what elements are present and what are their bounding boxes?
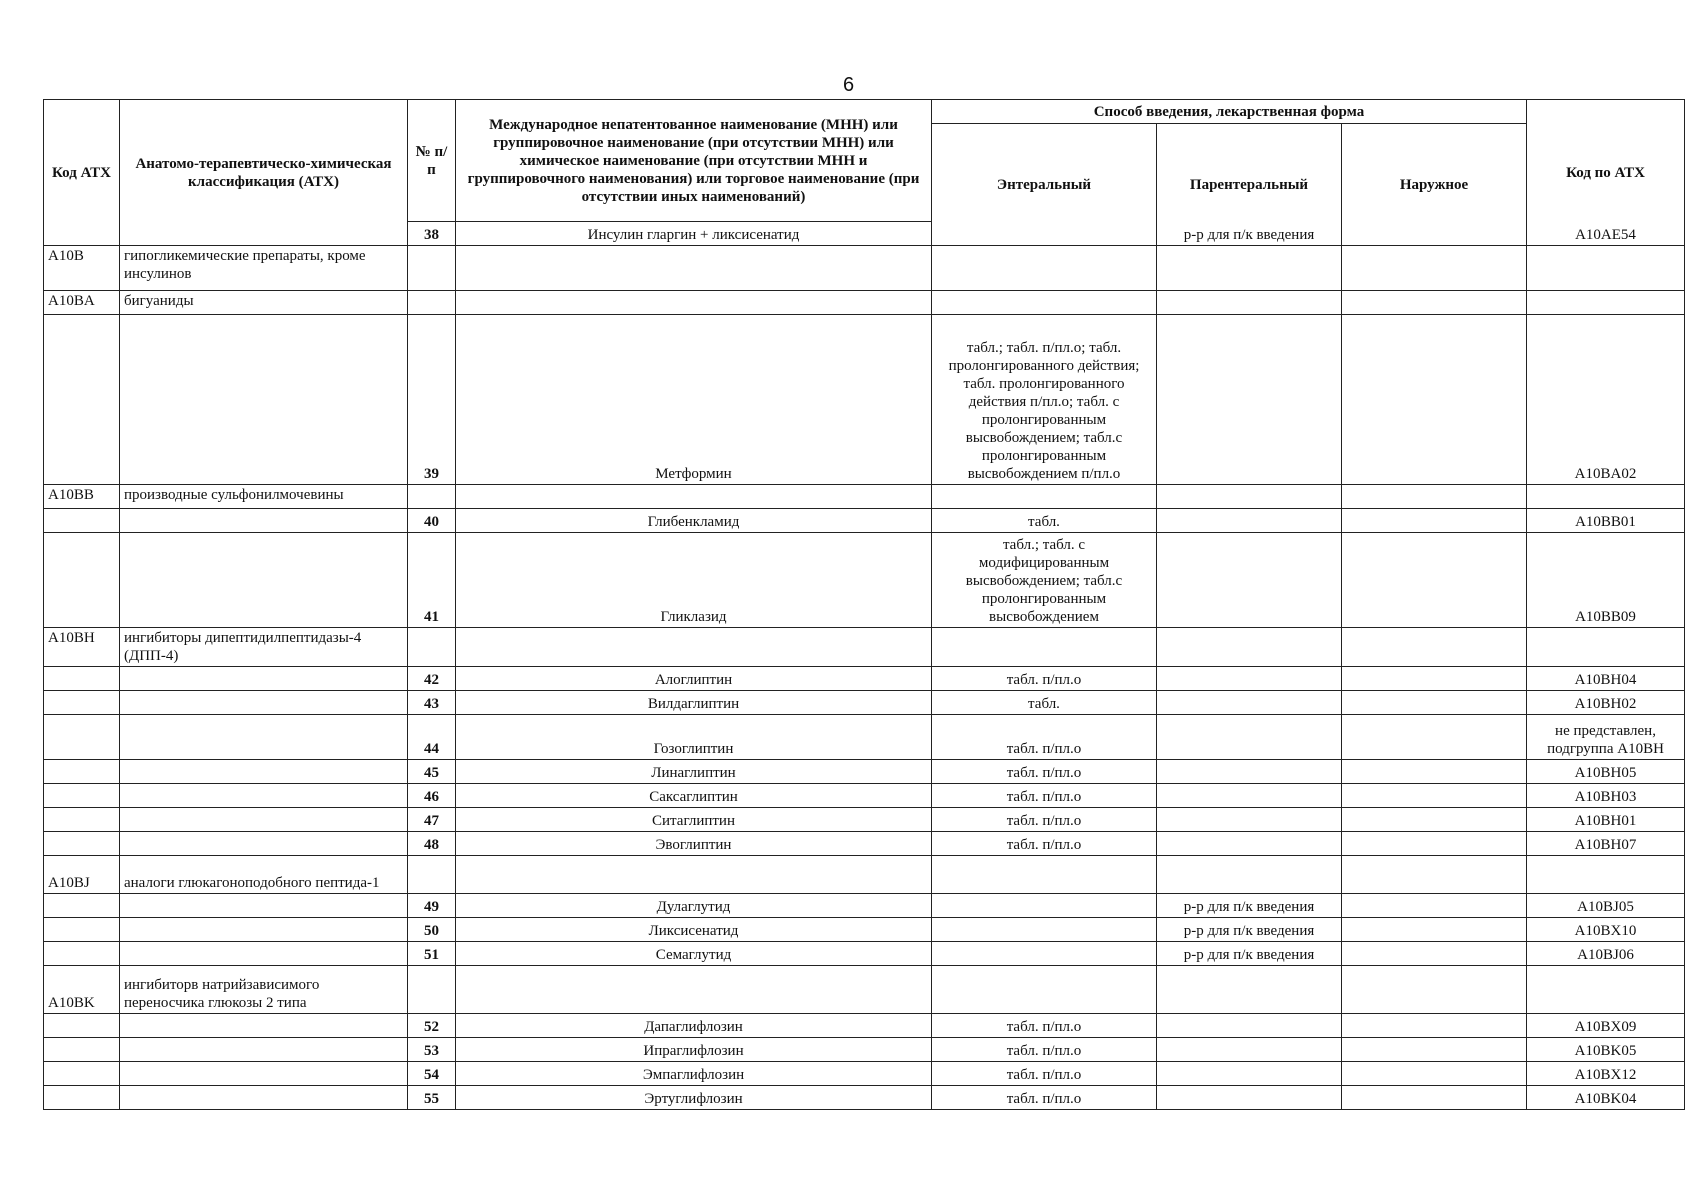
row-parenteral (1157, 784, 1342, 808)
row-num: 39 (408, 315, 456, 485)
row-num: 43 (408, 691, 456, 715)
row-classification (120, 1062, 408, 1086)
table-row (44, 533, 1685, 628)
row-parenteral (1157, 667, 1342, 691)
row-parenteral (1157, 1086, 1342, 1110)
row-parenteral (1157, 291, 1342, 315)
row-code (44, 942, 120, 966)
table-row (44, 315, 1685, 485)
row-code: A10BJ (44, 856, 120, 894)
row-classification: производные сульфонилмочевины (120, 485, 408, 509)
row-code (44, 918, 120, 942)
row-num (408, 485, 456, 509)
row-num (408, 966, 456, 1014)
table-row (44, 1062, 1685, 1086)
row-name: Алоглиптин (456, 667, 932, 691)
row-external (1342, 832, 1527, 856)
row-parenteral (1157, 485, 1342, 509)
table-row (44, 808, 1685, 832)
row-classification (120, 667, 408, 691)
row-atc-code: A10BA02 (1527, 315, 1685, 485)
row-external (1342, 1014, 1527, 1038)
row-external (1342, 291, 1527, 315)
header-route-group: Способ введения, лекарственная форма (932, 100, 1527, 124)
row-enteral: табл. п/пл.о (932, 784, 1157, 808)
row-atc-code (1527, 856, 1685, 894)
row-external (1342, 966, 1527, 1014)
row-classification (120, 808, 408, 832)
row-name: Ипраглифлозин (456, 1038, 932, 1062)
row-name: Ситаглиптин (456, 808, 932, 832)
row-parenteral: р-р для п/к введения (1157, 894, 1342, 918)
row-name (456, 628, 932, 667)
row-enteral: табл. п/пл.о (932, 808, 1157, 832)
table-row (44, 667, 1685, 691)
row-enteral: табл. п/пл.о (932, 760, 1157, 784)
row-external (1342, 533, 1527, 628)
row-atc-code: A10BH03 (1527, 784, 1685, 808)
row-external (1342, 784, 1527, 808)
row-external (1342, 856, 1527, 894)
row-name: Саксаглиптин (456, 784, 932, 808)
row-enteral (932, 918, 1157, 942)
row-num: 49 (408, 894, 456, 918)
row-code (44, 760, 120, 784)
table-row (44, 918, 1685, 942)
row-classification (120, 918, 408, 942)
row-parenteral (1157, 315, 1342, 485)
row-parenteral (1157, 246, 1342, 291)
row-name (456, 485, 932, 509)
row-atc-code: A10BK05 (1527, 1038, 1685, 1062)
row-enteral: табл.; табл. с модифицированным высвобождением; табл.с пролонгированным высвобождением (932, 533, 1157, 628)
table-row (44, 291, 1685, 315)
table-row (44, 1038, 1685, 1062)
row-num: 44 (408, 715, 456, 760)
header-code-atx: Код АТХ (44, 100, 120, 246)
row-classification (120, 315, 408, 485)
row-classification (120, 1086, 408, 1110)
row-atc-code: A10BX10 (1527, 918, 1685, 942)
row-num (408, 856, 456, 894)
row-code (44, 533, 120, 628)
row-parenteral (1157, 760, 1342, 784)
row-name: Вилдаглиптин (456, 691, 932, 715)
row-name: Инсулин гларгин + ликсисенатид (456, 222, 932, 246)
row-parenteral (1157, 1014, 1342, 1038)
row-external (1342, 667, 1527, 691)
row-enteral: табл. п/пл.о (932, 832, 1157, 856)
row-parenteral (1157, 832, 1342, 856)
page-number: 6 (842, 74, 855, 96)
row-parenteral: р-р для п/к введения (1157, 918, 1342, 942)
row-enteral (932, 856, 1157, 894)
row-parenteral (1157, 1038, 1342, 1062)
row-enteral: табл. п/пл.о (932, 1086, 1157, 1110)
row-classification (120, 832, 408, 856)
row-name: Гозоглиптин (456, 715, 932, 760)
row-parenteral (1157, 533, 1342, 628)
row-external (1342, 942, 1527, 966)
row-38-atc-code: A10AE54 (1575, 226, 1636, 243)
table-row (44, 942, 1685, 966)
row-atc-code: A10BH01 (1527, 808, 1685, 832)
row-num: 54 (408, 1062, 456, 1086)
table-row (44, 691, 1685, 715)
row-num: 55 (408, 1086, 456, 1110)
row-enteral (932, 942, 1157, 966)
row-enteral (932, 246, 1157, 291)
row-classification: бигуаниды (120, 291, 408, 315)
row-name: Дапаглифлозин (456, 1014, 932, 1038)
header-external: Наружное (1342, 124, 1527, 246)
row-38-parenteral: р-р для п/к введения (1183, 226, 1315, 243)
row-atc-code: A10BH04 (1527, 667, 1685, 691)
row-external (1342, 1062, 1527, 1086)
row-external (1342, 315, 1527, 485)
row-parenteral (1157, 628, 1342, 667)
row-code: A10BK (44, 966, 120, 1014)
row-code (44, 832, 120, 856)
row-external (1342, 808, 1527, 832)
table-row (44, 1086, 1685, 1110)
row-code (44, 315, 120, 485)
row-classification (120, 533, 408, 628)
row-num: 51 (408, 942, 456, 966)
row-enteral: табл. п/пл.о (932, 667, 1157, 691)
row-name: Глибенкламид (456, 509, 932, 533)
row-external (1342, 894, 1527, 918)
row-external (1342, 509, 1527, 533)
row-enteral: табл.; табл. п/пл.о; табл. пролонгированного действия; табл. пролонгированного действия п/пл.о; табл. с пролонгированным высвобождением; табл.с пролонгированным высвобождением п/пл.о (932, 315, 1157, 485)
row-atc-code: A10BH02 (1527, 691, 1685, 715)
row-atc-code: A10BB01 (1527, 509, 1685, 533)
table-row (44, 966, 1685, 1014)
row-parenteral (1157, 856, 1342, 894)
row-num (408, 291, 456, 315)
row-external (1342, 918, 1527, 942)
row-num: 47 (408, 808, 456, 832)
row-name (456, 856, 932, 894)
row-num: 45 (408, 760, 456, 784)
row-code: A10BH (44, 628, 120, 667)
table-row (44, 485, 1685, 509)
row-classification (120, 715, 408, 760)
row-atc-code (1527, 628, 1685, 667)
row-external (1342, 715, 1527, 760)
row-external (1342, 485, 1527, 509)
table-row (44, 715, 1685, 760)
row-enteral (932, 894, 1157, 918)
row-enteral: табл. п/пл.о (932, 1038, 1157, 1062)
row-atc-code: A10BH05 (1527, 760, 1685, 784)
table-row (44, 894, 1685, 918)
row-external (1342, 1038, 1527, 1062)
row-num: 48 (408, 832, 456, 856)
row-classification (120, 894, 408, 918)
row-code (44, 1062, 120, 1086)
row-name: Ликсисенатид (456, 918, 932, 942)
row-parenteral (1157, 966, 1342, 1014)
row-enteral: табл. (932, 509, 1157, 533)
row-parenteral (1157, 509, 1342, 533)
row-classification: аналоги глюкагоноподобного пептида-1 (120, 856, 408, 894)
header-enteral: Энтеральный (932, 124, 1157, 246)
row-external (1342, 246, 1527, 291)
row-code: A10BB (44, 485, 120, 509)
row-enteral: табл. п/пл.о (932, 715, 1157, 760)
row-classification (120, 760, 408, 784)
row-parenteral (1157, 808, 1342, 832)
row-num: 46 (408, 784, 456, 808)
row-code (44, 667, 120, 691)
header-atc-code: Код по АТХ (1527, 100, 1685, 246)
row-enteral (932, 485, 1157, 509)
row-classification (120, 1038, 408, 1062)
row-code (44, 691, 120, 715)
row-code (44, 894, 120, 918)
row-name (456, 246, 932, 291)
row-classification: ингибиторв натрийзависимого переносчика глюкозы 2 типа (120, 966, 408, 1014)
row-atc-code: A10BX09 (1527, 1014, 1685, 1038)
row-code (44, 808, 120, 832)
header-num: № п/п (408, 100, 456, 222)
row-parenteral (1157, 715, 1342, 760)
table-row (44, 628, 1685, 667)
row-code (44, 1014, 120, 1038)
row-atc-code (1527, 246, 1685, 291)
row-name: Линаглиптин (456, 760, 932, 784)
row-classification: ингибиторы дипептидилпептидазы-4 (ДПП-4) (120, 628, 408, 667)
header-parenteral: Парентеральный (1157, 124, 1342, 246)
row-external (1342, 691, 1527, 715)
row-num: 52 (408, 1014, 456, 1038)
row-code: A10B (44, 246, 120, 291)
row-num (408, 628, 456, 667)
row-classification: гипогликемические препараты, кроме инсулинов (120, 246, 408, 291)
row-atc-code: не представлен, подгруппа A10BH (1527, 715, 1685, 760)
table-row (44, 509, 1685, 533)
row-name: Эмпаглифлозин (456, 1062, 932, 1086)
row-code (44, 715, 120, 760)
row-atc-code: A10BH07 (1527, 832, 1685, 856)
row-atc-code: A10BK04 (1527, 1086, 1685, 1110)
table-row (44, 760, 1685, 784)
row-enteral: табл. (932, 691, 1157, 715)
row-classification (120, 942, 408, 966)
row-atc-code: A10BB09 (1527, 533, 1685, 628)
row-code (44, 509, 120, 533)
row-name: Гликлазид (456, 533, 932, 628)
row-name: Семаглутид (456, 942, 932, 966)
row-enteral: табл. п/пл.о (932, 1062, 1157, 1086)
row-num (408, 246, 456, 291)
table-row (44, 832, 1685, 856)
atx-table (43, 99, 1685, 1110)
header-name: Международное непатентованное наименование (МНН) или группировочное наименование (при отсутствии МНН) или химическое наименование (при отсутствии МНН и группировочного наименования) или торговое наименование (при отсутствии иных наименований) (456, 100, 932, 222)
row-atc-code: A10BJ06 (1527, 942, 1685, 966)
row-name: Эвоглиптин (456, 832, 932, 856)
row-parenteral (1157, 1062, 1342, 1086)
row-classification (120, 1014, 408, 1038)
row-atc-code (1527, 291, 1685, 315)
row-classification (120, 691, 408, 715)
row-atc-code (1527, 966, 1685, 1014)
row-name: Метформин (456, 315, 932, 485)
row-num: 50 (408, 918, 456, 942)
row-external (1342, 760, 1527, 784)
row-parenteral: р-р для п/к введения (1157, 942, 1342, 966)
row-atc-code (1527, 485, 1685, 509)
row-num: 40 (408, 509, 456, 533)
row-name (456, 966, 932, 1014)
row-code (44, 1038, 120, 1062)
row-name: Эртуглифлозин (456, 1086, 932, 1110)
table-row (44, 856, 1685, 894)
row-atc-code: A10BJ05 (1527, 894, 1685, 918)
row-num: 41 (408, 533, 456, 628)
row-external (1342, 1086, 1527, 1110)
table-row (44, 246, 1685, 291)
row-enteral (932, 628, 1157, 667)
row-name: Дулаглутид (456, 894, 932, 918)
row-parenteral (1157, 691, 1342, 715)
row-enteral: табл. п/пл.о (932, 1014, 1157, 1038)
row-code (44, 784, 120, 808)
row-enteral (932, 291, 1157, 315)
header-classification: Анатомо-терапевтическо-химическая классификация (АТХ) (120, 100, 408, 246)
row-num: 38 (408, 222, 456, 246)
row-atc-code: A10BX12 (1527, 1062, 1685, 1086)
row-num: 42 (408, 667, 456, 691)
row-code: A10BA (44, 291, 120, 315)
row-name (456, 291, 932, 315)
row-external (1342, 628, 1527, 667)
table-row (44, 1014, 1685, 1038)
row-code (44, 1086, 120, 1110)
row-num: 53 (408, 1038, 456, 1062)
row-classification (120, 509, 408, 533)
table-row (44, 784, 1685, 808)
row-classification (120, 784, 408, 808)
row-enteral (932, 966, 1157, 1014)
